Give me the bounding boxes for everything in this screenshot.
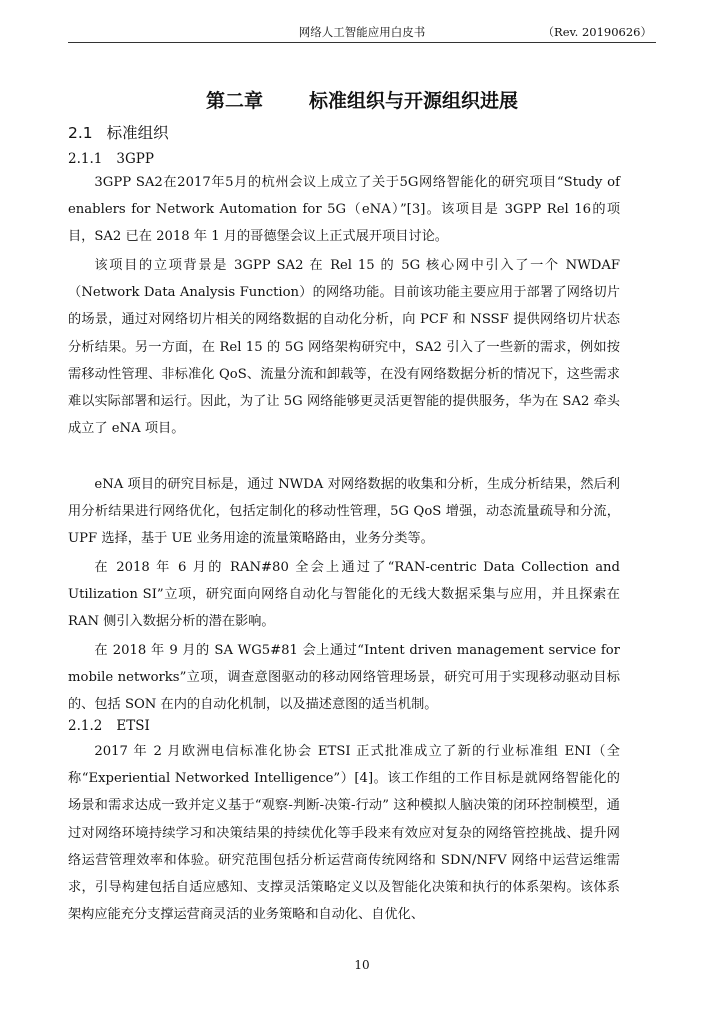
header-title: 网络人工智能应用白皮书 [298, 25, 426, 39]
chapter-title: 标准组织与开源组织进展 [309, 90, 519, 112]
subsection-number: 2.1.2 [68, 718, 103, 734]
subsection-heading-2-1-2 [68, 716, 150, 736]
header-version: （Rev. 20190626） [542, 25, 652, 39]
paragraph: 在 2018 年 6 月的 RAN#80 全会上通过了“RAN-centric Data Collection and Utilization SI”立项，研究面向网络自动化与智能化的无线大数据采集与应用，并且探索在 RAN 侧引入数据分析的潜在影响。 [68, 560, 620, 630]
chapter-number: 第二章 [205, 90, 263, 112]
paragraph: eNA 项目的研究目标是，通过 NWDA 对网络数据的收集和分析，生成分析结果，然后利用分析结果进行网络优化，包括定制化的移动性管理，5G QoS 增强，动态流量疏导和分流，UPF 选择，基于 UE 业务用途的流量策略路由，业务分类等。 [68, 477, 620, 547]
paragraph: 2017 年 2 月欧洲电信标准化协会 ETSI 正式批准成立了新的行业标准组 ENI（全称“Experiential Networked Intelligence”）[4]。该工作组的工作目标是就网络智能化的场景和需求达成一致并定义基于“观察-判断-决策-行动” 这种模拟人脑决策的闭环控制模型，通过对网络环境持续学习和决策结果的持续优化等手段来有效应对复杂的网络管控挑战、提升网络运营管理效率和体验。研究范围包括分析运营商传统网络和 SDN/NFV 网络中运营运维需求，引导构建包括自适应感知、支撑灵活策略定义以及智能化决策和执行的体系架构。该体系架构应能充分支撑运营商灵活的业务策略和自动化、自优化、 [68, 744, 620, 923]
chapter-heading [0, 88, 724, 114]
page-number: 10 [354, 958, 370, 972]
section-title: 标准组织 [106, 124, 169, 142]
paragraph: 3GPP SA2在2017年5月的杭州会议上成立了关于5G网络智能化的研究项目“Study of enablers for Network Automation for 5G（eNA）”[3]。该项目是 3GPP Rel 16的项目，SA2 已在 2018 年 1 月的哥德堡会议上正式展开项目讨论。 [68, 175, 620, 245]
section-number: 2.1 [68, 124, 93, 142]
subsection-title: ETSI [116, 718, 150, 734]
running-header [68, 22, 656, 43]
subsection-title: 3GPP [116, 151, 154, 167]
subsection-number: 2.1.1 [68, 151, 103, 167]
subsection-heading-2-1-1 [68, 149, 154, 169]
paragraph: 该项目的立项背景是 3GPP SA2 在 Rel 15 的 5G 核心网中引入了一个 NWDAF（Network Data Analysis Function）的网络功能。目前该功能主要应用于部署了网络切片的场景，通过对网络切片相关的网络数据的自动化分析，向 PCF 和 NSSF 提供网络切片状态分析结果。另一方面，在 Rel 15 的 5G 网络架构研究中，SA2 引入了一些新的需求，例如按需移动性管理、非标准化 QoS、流量分流和卸载等，在没有网络数据分析的情况下，这些需求难以实际部署和运行。因此，为了让 5G 网络能够更灵活更智能的提供服务，华为在 SA2 牵头成立了 eNA 项目。 [68, 258, 620, 437]
section-heading-2-1 [68, 122, 169, 144]
paragraph: 在 2018 年 9 月的 SA WG5#81 会上通过“Intent driven management service for mobile networks”立项，调查意图驱动的移动网络管理场景，研究可用于实现移动驱动目标的、包括 SON 在内的自动化机制，以及描述意图的适当机制。 [68, 643, 620, 713]
